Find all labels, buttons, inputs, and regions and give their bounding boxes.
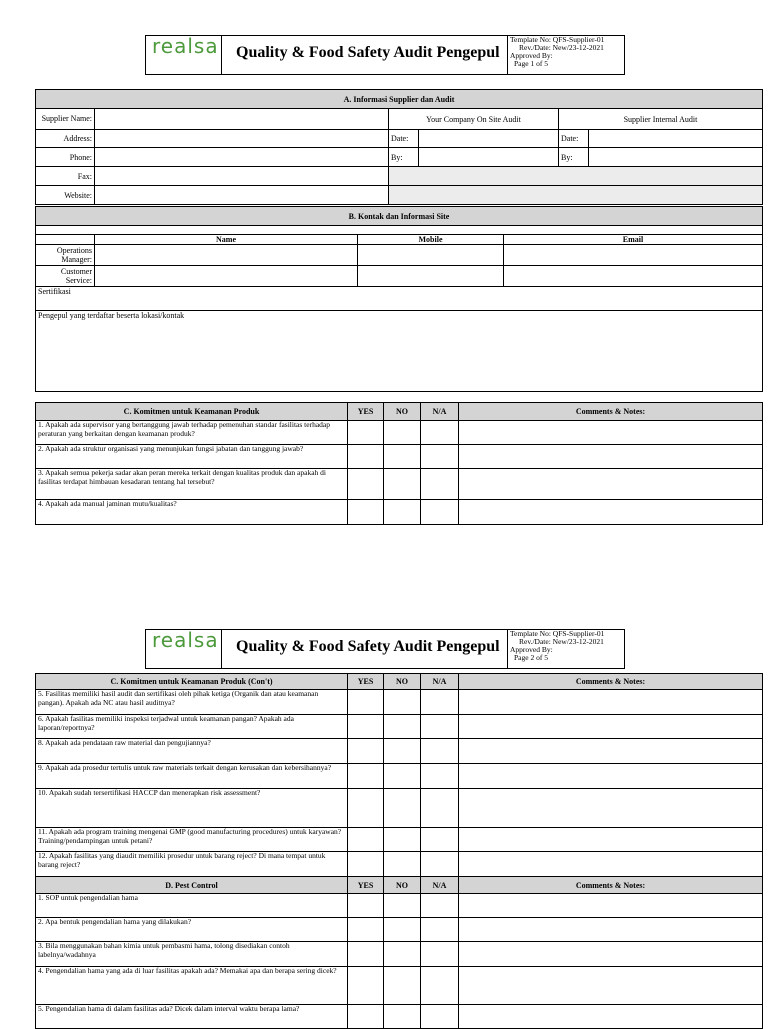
d1-na-cell[interactable] <box>421 894 459 918</box>
page-number: Page 1 of 5 <box>514 59 548 68</box>
yes-header: YES <box>348 877 384 894</box>
c9-na-cell[interactable] <box>421 764 459 789</box>
section-c-cont-table <box>35 673 763 1029</box>
internal-date-field[interactable] <box>589 130 763 148</box>
c4-comment-cell[interactable] <box>459 500 763 525</box>
fax-label: Fax: <box>36 167 95 186</box>
na-header: N/A <box>421 674 459 690</box>
na-header: N/A <box>421 403 459 421</box>
c11-na-cell[interactable] <box>421 828 459 852</box>
title-divider <box>507 35 508 75</box>
d3-na-cell[interactable] <box>421 942 459 967</box>
d1-yes-cell[interactable] <box>348 894 384 918</box>
c6-comment-cell[interactable] <box>459 715 763 739</box>
c11-yes-cell[interactable] <box>348 828 384 852</box>
question-c8: 8. Apakah ada pendataan raw material dan pengujiannya? <box>36 739 348 764</box>
c2-yes-cell[interactable] <box>348 445 384 469</box>
c9-yes-cell[interactable] <box>348 764 384 789</box>
website-field[interactable] <box>95 186 389 205</box>
question-c6: 6. Apakah fasilitas memiliki inspeksi terjadwal untuk keamanan pangan? Apakah ada laporan/reportnya? <box>36 715 348 739</box>
pengepul-field[interactable]: Pengepul yang terdaftar beserta lokasi/kontak <box>36 311 763 392</box>
ops-manager-label: Operations Manager: <box>36 245 95 266</box>
c3-yes-cell[interactable] <box>348 469 384 500</box>
c9-comment-cell[interactable] <box>459 764 763 789</box>
template-meta <box>510 36 604 68</box>
yes-header: YES <box>348 674 384 690</box>
col-email-header: Email <box>504 235 763 245</box>
no-header: NO <box>384 674 421 690</box>
question-d5: 5. Pengendalian hama di dalam fasilitas ada? Dicek dalam interval waktu berapa lama? <box>36 1005 348 1029</box>
d1-comment-cell[interactable] <box>459 894 763 918</box>
d4-yes-cell[interactable] <box>348 967 384 1005</box>
cs-mobile-field[interactable] <box>358 266 504 287</box>
c12-yes-cell[interactable] <box>348 852 384 877</box>
question-d2: 2. Apa bentuk pengendalian hama yang dilakukan? <box>36 918 348 942</box>
c12-comment-cell[interactable] <box>459 852 763 877</box>
d5-comment-cell[interactable] <box>459 1005 763 1029</box>
shaded-cell-2 <box>389 186 763 205</box>
col-name-header: Name <box>95 235 358 245</box>
col-mobile-header: Mobile <box>358 235 504 245</box>
c10-comment-cell[interactable] <box>459 789 763 828</box>
c8-no-cell[interactable] <box>384 739 421 764</box>
internal-by-field[interactable] <box>589 148 763 167</box>
address-field[interactable] <box>95 130 389 148</box>
rev-date: Rev./Date: New/23-12-2021 <box>519 43 604 52</box>
section-c-table <box>35 402 763 525</box>
question-d1: 1. SOP untuk pengendalian hama <box>36 894 348 918</box>
question-d3: 3. Bila menggunakan bahan kimia untuk pembasmi hama, tolong disediakan contoh labelnya/wadahnya <box>36 942 348 967</box>
c3-comment-cell[interactable] <box>459 469 763 500</box>
realsa-logo: realsa <box>152 628 219 652</box>
d4-na-cell[interactable] <box>421 967 459 1005</box>
c11-no-cell[interactable] <box>384 828 421 852</box>
c1-comment-cell[interactable] <box>459 421 763 445</box>
page-number: Page 2 of 5 <box>514 653 548 662</box>
date-label-2: Date: <box>559 130 589 148</box>
section-c-title: C. Komitmen untuk Keamanan Produk <box>36 403 348 421</box>
ops-name-field[interactable] <box>95 245 358 266</box>
d2-na-cell[interactable] <box>421 918 459 942</box>
d4-comment-cell[interactable] <box>459 967 763 1005</box>
section-a-title: A. Informasi Supplier dan Audit <box>36 90 763 109</box>
cs-name-field[interactable] <box>95 266 358 287</box>
c10-no-cell[interactable] <box>384 789 421 828</box>
rev-date: Rev./Date: New/23-12-2021 <box>519 637 604 646</box>
page1-header <box>145 35 625 75</box>
c2-no-cell[interactable] <box>384 445 421 469</box>
c10-yes-cell[interactable] <box>348 789 384 828</box>
question-c12: 12. Apakah fasilitas yang diaudit memiliki prosedur untuk barang reject? Di mana tempat untuk barang reject? <box>36 852 348 877</box>
c5-yes-cell[interactable] <box>348 690 384 715</box>
c12-no-cell[interactable] <box>384 852 421 877</box>
na-header: N/A <box>421 877 459 894</box>
d2-yes-cell[interactable] <box>348 918 384 942</box>
supplier-name-field[interactable] <box>95 109 389 130</box>
blank-header <box>36 235 95 245</box>
shaded-cell <box>389 167 763 186</box>
page-title: Quality & Food Safety Audit Pengepul <box>236 44 500 61</box>
d3-no-cell[interactable] <box>384 942 421 967</box>
template-meta <box>510 630 604 662</box>
comments-header: Comments & Notes: <box>459 877 763 894</box>
site-contact-table <box>35 206 763 392</box>
d1-no-cell[interactable] <box>384 894 421 918</box>
spacer-row <box>36 226 763 235</box>
d5-na-cell[interactable] <box>421 1005 459 1029</box>
realsa-logo: realsa <box>152 34 219 58</box>
phone-label: Phone: <box>36 148 95 167</box>
yes-header: YES <box>348 403 384 421</box>
c6-na-cell[interactable] <box>421 715 459 739</box>
approved-by: Approved By: <box>510 645 553 654</box>
question-c1: 1. Apakah ada supervisor yang bertanggung jawab terhadap pemenuhan standar fasilitas terhadap peraturan yang berkaitan dengan keamanan produk? <box>36 421 348 445</box>
question-c3: 3. Apakah semua pekerja sadar akan peran mereka terkait dengan kualitas produk dan apakah di fasilitas terdapat himbauan kesadaran tentang hal tersebut? <box>36 469 348 500</box>
by-label: By: <box>389 148 419 167</box>
c9-no-cell[interactable] <box>384 764 421 789</box>
d2-comment-cell[interactable] <box>459 918 763 942</box>
your-company-audit-label: Your Company On Site Audit <box>389 109 559 130</box>
c8-comment-cell[interactable] <box>459 739 763 764</box>
comments-header: Comments & Notes: <box>459 403 763 421</box>
d3-comment-cell[interactable] <box>459 942 763 967</box>
page-title: Quality & Food Safety Audit Pengepul <box>236 638 500 655</box>
no-header: NO <box>384 403 421 421</box>
ops-mobile-field[interactable] <box>358 245 504 266</box>
company-date-field[interactable] <box>419 130 559 148</box>
customer-service-label: Customer Service: <box>36 266 95 287</box>
c6-no-cell[interactable] <box>384 715 421 739</box>
d4-no-cell[interactable] <box>384 967 421 1005</box>
question-c2: 2. Apakah ada struktur organisasi yang menunjukan fungsi jabatan dan tanggung jawab? <box>36 445 348 469</box>
approved-by: Approved By: <box>510 51 553 60</box>
company-by-field[interactable] <box>419 148 559 167</box>
d5-no-cell[interactable] <box>384 1005 421 1029</box>
d3-yes-cell[interactable] <box>348 942 384 967</box>
c6-yes-cell[interactable] <box>348 715 384 739</box>
question-c5: 5. Fasilitas memiliki hasil audit dan sertifikasi oleh pihak ketiga (Organik dan atau keamanan pangan). Apakah ada NC atau hasil auditnya? <box>36 690 348 715</box>
by-label-2: By: <box>559 148 589 167</box>
c11-comment-cell[interactable] <box>459 828 763 852</box>
c4-yes-cell[interactable] <box>348 500 384 525</box>
cs-email-field[interactable] <box>504 266 763 287</box>
supplier-internal-audit-label: Supplier Internal Audit <box>559 109 763 130</box>
supplier-info-table <box>35 89 763 205</box>
c3-na-cell[interactable] <box>421 469 459 500</box>
page2-header <box>145 629 625 669</box>
question-c10: 10. Apakah sudah tersertifikasi HACCP dan menerapkan risk assessment? <box>36 789 348 828</box>
c2-comment-cell[interactable] <box>459 445 763 469</box>
c8-na-cell[interactable] <box>421 739 459 764</box>
c3-no-cell[interactable] <box>384 469 421 500</box>
d5-yes-cell[interactable] <box>348 1005 384 1029</box>
template-no: Template No: QFS-Supplier-01 <box>510 35 605 44</box>
question-c11: 11. Apakah ada program training mengenai GMP (good manufacturing procedures) untuk karyawan? Training/pendampingan untuk petani? <box>36 828 348 852</box>
c1-no-cell[interactable] <box>384 421 421 445</box>
section-b-title: B. Kontak dan Informasi Site <box>36 207 763 226</box>
question-c9: 9. Apakah ada prosedur tertulis untuk raw materials terkait dengan kerusakan dan kebersihannya? <box>36 764 348 789</box>
c1-na-cell[interactable] <box>421 421 459 445</box>
phone-field[interactable] <box>95 148 389 167</box>
c12-na-cell[interactable] <box>421 852 459 877</box>
question-c4: 4. Apakah ada manual jaminan mutu/kualitas? <box>36 500 348 525</box>
sertifikasi-field[interactable]: Sertifikasi <box>36 287 763 311</box>
c5-comment-cell[interactable] <box>459 690 763 715</box>
ops-email-field[interactable] <box>504 245 763 266</box>
fax-field[interactable] <box>95 167 389 186</box>
c2-na-cell[interactable] <box>421 445 459 469</box>
question-d4: 4. Pengendalian hama yang ada di luar fasilitas apakah ada? Memakai apa dan berapa sering dicek? <box>36 967 348 1005</box>
c1-yes-cell[interactable] <box>348 421 384 445</box>
comments-header: Comments & Notes: <box>459 674 763 690</box>
title-divider <box>507 629 508 669</box>
supplier-name-label: Supplier Name: <box>36 109 95 130</box>
address-label: Address: <box>36 130 95 148</box>
c8-yes-cell[interactable] <box>348 739 384 764</box>
website-label: Website: <box>36 186 95 205</box>
c4-no-cell[interactable] <box>384 500 421 525</box>
date-label: Date: <box>389 130 419 148</box>
section-c-cont-title: C. Komitmen untuk Keamanan Produk (Con't) <box>36 674 348 690</box>
no-header: NO <box>384 877 421 894</box>
c4-na-cell[interactable] <box>421 500 459 525</box>
c5-no-cell[interactable] <box>384 690 421 715</box>
template-no: Template No: QFS-Supplier-01 <box>510 629 605 638</box>
section-d-title: D. Pest Control <box>36 877 348 894</box>
d2-no-cell[interactable] <box>384 918 421 942</box>
c5-na-cell[interactable] <box>421 690 459 715</box>
c10-na-cell[interactable] <box>421 789 459 828</box>
